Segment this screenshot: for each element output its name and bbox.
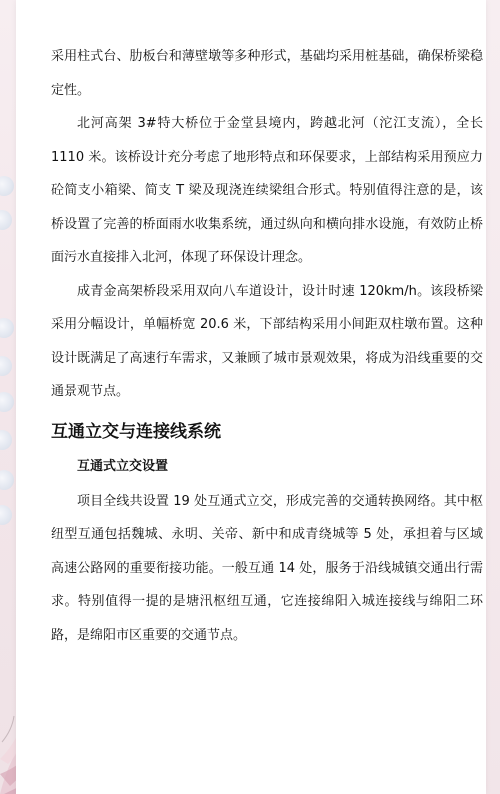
paragraph: 项目全线共设置 19 处互通式立交，形成完善的交通转换网络。其中枢纽型互通包括魏城、永明、关帝、新中和成青绕城等 5 处，承担着与区域高速公路网的重要衔接功能。一般互通 14 处，服务于沿线城镇交通出行需求。特别值得一提的是塘汛枢纽互通，它连接绵阳入城连接线与绵阳二环路，是绵阳市区重要的交通节点。	[51, 493, 483, 643]
subsection-heading: 互通式立交设置	[77, 458, 169, 474]
paragraph: 采用柱式台、肋板台和薄壁墩等多种形式，基础均采用桩基础，确保桥梁稳定性。	[51, 49, 483, 98]
paragraph: 北河高架 3#特大桥位于金堂县境内，跨越北河（沱江支流），全长 1110 米。该桥设计充分考虑了地形特点和环保要求，上部结构采用预应力砼简支小箱梁、简支 T 梁及现浇连续梁组合形式。特别值得注意的是，该桥设置了完善的桥面雨水收集系统，通过纵向和横向排水设施，有效防止桥面污水直接排入北河，体现了环保设计理念。	[51, 116, 483, 265]
section-heading: 互通立交与连接线系统	[51, 421, 221, 442]
document-page	[16, 0, 486, 794]
document-body	[51, 40, 483, 652]
paragraph: 成青金高架桥段采用双向八车道设计，设计时速 120km/h。该段桥梁采用分幅设计，单幅桥宽 20.6 米，下部结构采用小间距双柱墩布置。这种设计既满足了高速行车需求，又兼顾了城市景观效果，将成为沿线重要的交通景观节点。	[51, 283, 483, 399]
